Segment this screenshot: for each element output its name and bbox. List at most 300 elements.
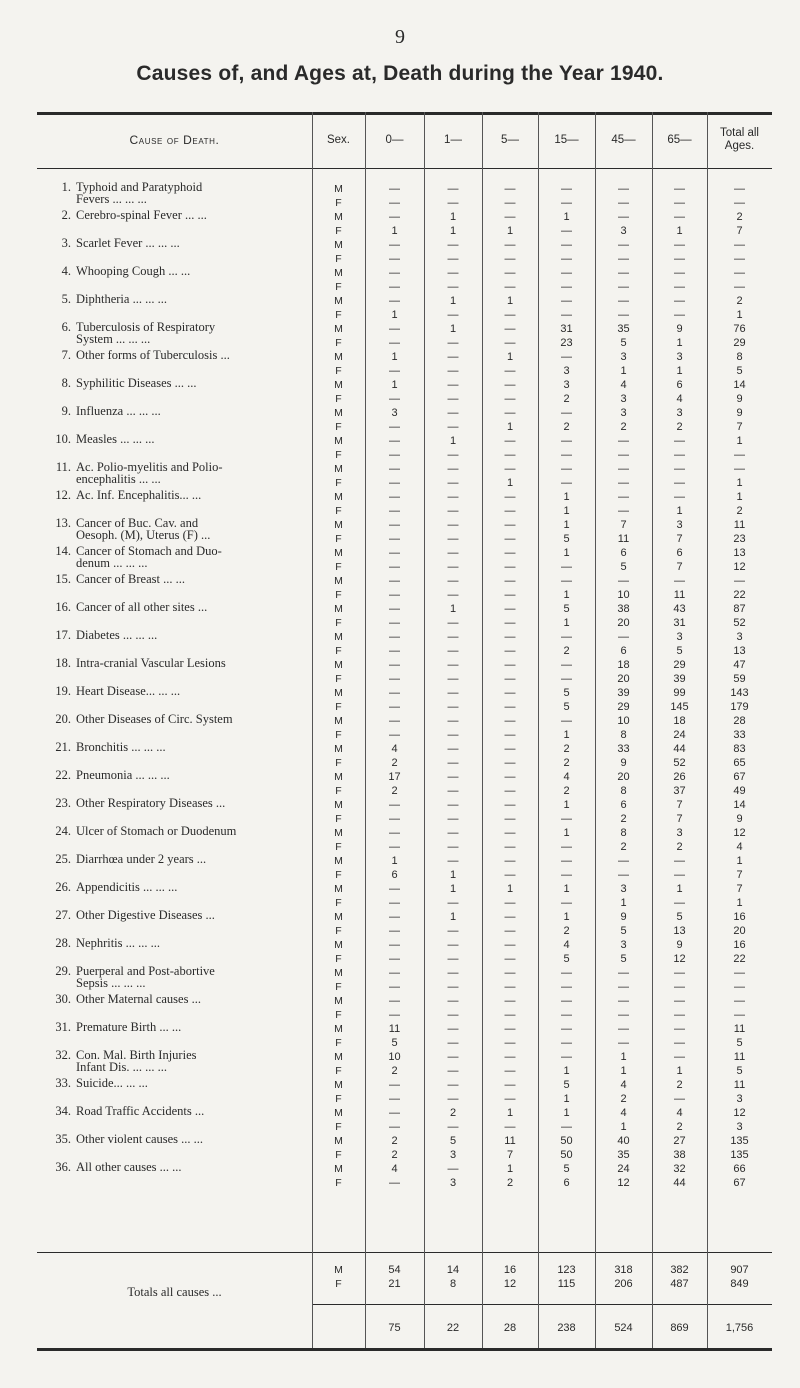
cause-text: Scarlet Fever ... ... ... xyxy=(76,236,180,250)
value-cell: 1 xyxy=(676,337,683,349)
value-cell: — xyxy=(389,953,400,965)
value-cell: — xyxy=(504,687,516,699)
sex-cell: F xyxy=(335,813,342,825)
value-cell: — xyxy=(389,449,400,461)
total-cell: 16 xyxy=(503,1264,517,1276)
cause-number: 25. xyxy=(55,852,71,866)
value-cell: 31 xyxy=(560,323,573,335)
value-cell: — xyxy=(389,435,400,447)
value-cell: — xyxy=(389,911,400,923)
value-cell: 5 xyxy=(676,645,683,657)
value-cell: — xyxy=(447,197,459,209)
value-cell: 3 xyxy=(449,1149,457,1161)
cause-label xyxy=(49,853,304,865)
value-cell: — xyxy=(674,477,685,489)
value-cell: 37 xyxy=(673,785,686,797)
cause-number: 11. xyxy=(55,460,71,474)
value-cell: 1 xyxy=(736,897,743,909)
value-cell: — xyxy=(674,491,685,503)
value-cell: — xyxy=(389,393,400,405)
value-cell: 12 xyxy=(617,1177,630,1189)
value-cell: 7 xyxy=(676,561,683,573)
column-header: 5— xyxy=(501,133,519,146)
value-cell: 23 xyxy=(733,533,746,545)
cause-label xyxy=(49,657,304,669)
sex-cell: M xyxy=(334,1079,343,1091)
value-cell: 143 xyxy=(730,687,749,699)
value-cell: 1 xyxy=(449,911,457,923)
value-cell: — xyxy=(447,253,459,265)
value-cell: 2 xyxy=(676,841,683,853)
value-cell: 1 xyxy=(391,309,398,321)
sex-cell: M xyxy=(334,435,343,447)
value-cell: — xyxy=(389,1009,400,1021)
total-cell: 907 xyxy=(730,1264,749,1276)
value-cell: — xyxy=(504,575,516,587)
value-cell: 3 xyxy=(676,407,683,419)
value-cell: 2 xyxy=(676,421,683,433)
cause-text: Tuberculosis of Respiratory xyxy=(76,320,216,334)
value-cell: 7 xyxy=(676,799,683,811)
value-cell: 17 xyxy=(388,771,401,783)
value-cell: — xyxy=(389,575,400,587)
value-cell: — xyxy=(389,421,400,433)
value-cell: 1 xyxy=(736,435,743,447)
value-cell: — xyxy=(447,561,459,573)
sex-cell: F xyxy=(335,561,342,573)
value-cell: 5 xyxy=(563,603,570,615)
value-cell: — xyxy=(389,323,400,335)
value-cell: 1 xyxy=(563,911,570,923)
value-cell: — xyxy=(504,435,516,447)
total-cell: 382 xyxy=(670,1264,689,1276)
value-cell: 2 xyxy=(391,757,398,769)
value-cell: — xyxy=(504,757,516,769)
value-cell: — xyxy=(447,953,459,965)
value-cell: — xyxy=(504,1121,516,1133)
total-cell: 54 xyxy=(388,1264,401,1276)
cause-label xyxy=(49,685,304,697)
value-cell: 1 xyxy=(506,477,514,489)
value-cell: 8 xyxy=(620,827,627,839)
sex-cell: F xyxy=(335,1065,342,1077)
sex-cell: F xyxy=(335,869,342,881)
sex-cell: M xyxy=(334,1107,343,1119)
value-cell: 1 xyxy=(449,225,457,237)
cause-text: encephalitis ... ... xyxy=(76,472,161,486)
value-cell: 83 xyxy=(733,743,746,755)
value-cell: — xyxy=(447,785,459,797)
value-cell: 1 xyxy=(506,351,514,363)
value-cell: — xyxy=(561,631,572,643)
value-cell: — xyxy=(734,183,745,195)
value-cell: 1 xyxy=(676,225,683,237)
value-cell: 2 xyxy=(620,813,627,825)
sex-cell: M xyxy=(334,295,343,307)
column-header: Total all Ages. xyxy=(720,127,759,152)
value-cell: — xyxy=(447,547,459,559)
value-cell: 7 xyxy=(676,533,683,545)
value-cell: 29 xyxy=(673,659,686,671)
value-cell: 27 xyxy=(673,1135,686,1147)
value-cell: 2 xyxy=(620,841,627,853)
cause-number: 31. xyxy=(55,1020,71,1034)
value-cell: 39 xyxy=(617,687,630,699)
sex-cell: F xyxy=(335,253,342,265)
value-cell: — xyxy=(561,477,572,489)
value-cell: 3 xyxy=(736,631,743,643)
value-cell: — xyxy=(447,617,459,629)
total-cell: 115 xyxy=(557,1278,576,1290)
cause-text: Cancer of Buc. Cav. and xyxy=(76,516,199,530)
value-cell: — xyxy=(389,645,400,657)
value-cell: — xyxy=(504,337,516,349)
value-cell: — xyxy=(389,939,400,951)
value-cell: 66 xyxy=(733,1163,746,1175)
cause-text: Diarrhœa under 2 years ... xyxy=(76,852,207,866)
cause-label xyxy=(49,293,304,305)
value-cell: — xyxy=(389,687,400,699)
value-cell: — xyxy=(504,491,516,503)
value-cell: — xyxy=(618,869,629,881)
cause-text: Con. Mal. Birth Injuries xyxy=(76,1048,197,1062)
value-cell: 5 xyxy=(620,337,627,349)
value-cell: — xyxy=(504,603,516,615)
sex-cell: M xyxy=(334,855,343,867)
sex-cell: M xyxy=(334,631,343,643)
value-cell: 11 xyxy=(733,1023,746,1035)
value-cell: 23 xyxy=(560,337,573,349)
value-cell: 16 xyxy=(733,911,746,923)
value-cell: — xyxy=(504,701,516,713)
value-cell: 20 xyxy=(617,771,630,783)
value-cell: 1 xyxy=(449,323,457,335)
value-cell: 1 xyxy=(563,1065,570,1077)
value-cell: 24 xyxy=(617,1163,630,1175)
value-cell: — xyxy=(447,1051,459,1063)
sex-cell: M xyxy=(334,883,343,895)
value-cell: 49 xyxy=(733,785,746,797)
cause-text: Premature Birth ... ... xyxy=(76,1020,182,1034)
total-cell: 28 xyxy=(503,1322,517,1334)
sex-cell: M xyxy=(334,379,343,391)
value-cell: — xyxy=(504,449,516,461)
totals-rule xyxy=(37,1252,772,1253)
value-cell: — xyxy=(561,981,572,993)
value-cell: 3 xyxy=(676,519,683,531)
value-cell: — xyxy=(389,673,400,685)
value-cell: 145 xyxy=(670,701,689,713)
value-cell: 135 xyxy=(730,1135,749,1147)
value-cell: — xyxy=(389,967,400,979)
value-cell: 5 xyxy=(620,925,627,937)
value-cell: — xyxy=(504,729,516,741)
value-cell: 1 xyxy=(736,491,743,503)
value-cell: — xyxy=(504,855,516,867)
value-cell: — xyxy=(389,603,400,615)
value-cell: — xyxy=(504,393,516,405)
value-cell: — xyxy=(389,1079,400,1091)
value-cell: 3 xyxy=(620,393,627,405)
value-cell: — xyxy=(389,701,400,713)
value-cell: 11 xyxy=(504,1135,516,1147)
cause-number: 14. xyxy=(55,544,71,558)
value-cell: 52 xyxy=(733,617,746,629)
value-cell: 26 xyxy=(673,771,686,783)
cause-text: Ac. Polio-myelitis and Polio- xyxy=(76,460,223,474)
value-cell: 9 xyxy=(620,911,627,923)
value-cell: 2 xyxy=(620,421,627,433)
value-cell: 1 xyxy=(506,295,514,307)
sex-cell: M xyxy=(334,211,343,223)
value-cell: — xyxy=(447,743,459,755)
value-cell: 31 xyxy=(673,617,686,629)
value-cell: 5 xyxy=(736,365,743,377)
value-cell: 20 xyxy=(617,617,630,629)
value-cell: — xyxy=(674,267,685,279)
value-cell: 2 xyxy=(449,1107,457,1119)
value-cell: — xyxy=(389,477,400,489)
value-cell: — xyxy=(674,1009,685,1021)
value-cell: — xyxy=(447,855,459,867)
value-cell: — xyxy=(504,463,516,475)
sex-cell: F xyxy=(335,617,342,629)
value-cell: 20 xyxy=(617,673,630,685)
value-cell: — xyxy=(618,435,629,447)
sex-cell: F xyxy=(335,1121,342,1133)
cause-number: 7. xyxy=(61,348,71,362)
value-cell: — xyxy=(389,1177,400,1189)
value-cell: 9 xyxy=(620,757,627,769)
value-cell: 1 xyxy=(563,547,570,559)
cause-number: 10. xyxy=(55,432,71,446)
value-cell: 3 xyxy=(676,351,683,363)
total-cell: 206 xyxy=(614,1278,633,1290)
value-cell: 5 xyxy=(391,1037,398,1049)
cause-label xyxy=(49,1077,304,1089)
value-cell: — xyxy=(447,729,459,741)
value-cell: 9 xyxy=(736,393,743,405)
value-cell: — xyxy=(389,841,400,853)
value-cell: 47 xyxy=(733,659,746,671)
total-cell: 238 xyxy=(557,1322,576,1334)
column-header: Cause of Death. xyxy=(129,132,220,147)
cause-text: Cancer of Stomach and Duo- xyxy=(76,544,222,558)
cause-label xyxy=(49,377,304,389)
value-cell: — xyxy=(447,771,459,783)
sex-cell: F xyxy=(335,981,342,993)
value-cell: 6 xyxy=(391,869,398,881)
value-cell: — xyxy=(504,841,516,853)
cause-label xyxy=(49,797,304,809)
value-cell: — xyxy=(504,309,516,321)
value-cell: 35 xyxy=(617,1149,630,1161)
value-cell: 6 xyxy=(676,379,683,391)
value-cell: 5 xyxy=(676,911,683,923)
value-cell: 20 xyxy=(733,925,746,937)
value-cell: — xyxy=(447,799,459,811)
value-cell: 87 xyxy=(733,603,746,615)
value-cell: 11 xyxy=(733,519,746,531)
value-cell: 1 xyxy=(449,295,457,307)
value-cell: — xyxy=(389,505,400,517)
value-cell: — xyxy=(561,281,572,293)
cause-number: 30. xyxy=(55,992,71,1006)
value-cell: 2 xyxy=(563,743,570,755)
cause-number: 15. xyxy=(55,572,71,586)
value-cell: — xyxy=(561,239,572,251)
value-cell: 2 xyxy=(736,211,743,223)
value-cell: 9 xyxy=(736,813,743,825)
value-cell: — xyxy=(561,435,572,447)
sex-cell: M xyxy=(334,1023,343,1035)
value-cell: — xyxy=(674,855,685,867)
value-cell: 2 xyxy=(506,1177,514,1189)
total-cell: 8 xyxy=(449,1278,457,1290)
value-cell: — xyxy=(618,995,629,1007)
sex-cell: M xyxy=(334,967,343,979)
value-cell: 1 xyxy=(563,589,570,601)
value-cell: — xyxy=(447,897,459,909)
sex-cell: M xyxy=(334,351,343,363)
sex-cell: F xyxy=(335,505,342,517)
value-cell: — xyxy=(389,659,400,671)
value-cell: 2 xyxy=(563,925,570,937)
value-cell: — xyxy=(618,197,629,209)
sex-cell: M xyxy=(334,939,343,951)
value-cell: — xyxy=(734,981,745,993)
value-cell: — xyxy=(674,183,685,195)
cause-text: Nephritis ... ... ... xyxy=(76,936,161,950)
value-cell: 38 xyxy=(673,1149,686,1161)
value-cell: — xyxy=(447,477,459,489)
value-cell: — xyxy=(389,267,400,279)
value-cell: — xyxy=(674,309,685,321)
value-cell: — xyxy=(389,995,400,1007)
value-cell: — xyxy=(734,197,745,209)
value-cell: 3 xyxy=(563,365,570,377)
value-cell: 4 xyxy=(563,771,570,783)
value-cell: 1 xyxy=(506,1107,514,1119)
value-cell: 2 xyxy=(676,1121,683,1133)
value-cell: — xyxy=(447,715,459,727)
sex-cell: F xyxy=(335,197,342,209)
value-cell: — xyxy=(504,799,516,811)
value-cell: 1 xyxy=(449,211,457,223)
value-cell: — xyxy=(561,659,572,671)
value-cell: 2 xyxy=(563,757,570,769)
value-cell: 179 xyxy=(730,701,749,713)
value-cell: — xyxy=(447,519,459,531)
cause-text: Cancer of Breast ... ... xyxy=(76,572,185,586)
value-cell: — xyxy=(618,631,629,643)
value-cell: — xyxy=(504,253,516,265)
total-cell: 1,756 xyxy=(725,1322,754,1334)
value-cell: — xyxy=(618,281,629,293)
value-cell: — xyxy=(447,449,459,461)
cause-label xyxy=(49,1161,304,1173)
value-cell: 40 xyxy=(617,1135,630,1147)
value-cell: 11 xyxy=(388,1023,401,1035)
value-cell: — xyxy=(447,505,459,517)
value-cell: 1 xyxy=(736,309,743,321)
value-cell: — xyxy=(734,267,745,279)
cause-label xyxy=(49,237,304,249)
column-header: 15— xyxy=(554,133,579,146)
sex-cell: F xyxy=(335,897,342,909)
value-cell: 13 xyxy=(733,547,746,559)
value-cell: — xyxy=(504,1051,516,1063)
cause-label xyxy=(49,333,304,345)
value-cell: 7 xyxy=(506,1149,514,1161)
value-cell: — xyxy=(504,1093,516,1105)
value-cell: — xyxy=(447,1037,459,1049)
cause-text: Pneumonia ... ... ... xyxy=(76,768,170,782)
value-cell: — xyxy=(561,449,572,461)
value-cell: — xyxy=(389,463,400,475)
value-cell: — xyxy=(389,981,400,993)
value-cell: 7 xyxy=(736,869,743,881)
value-cell: — xyxy=(504,267,516,279)
value-cell: — xyxy=(504,533,516,545)
cause-label xyxy=(49,741,304,753)
value-cell: 1 xyxy=(563,617,570,629)
cause-number: 17. xyxy=(55,628,71,642)
cause-text: Diabetes ... ... ... xyxy=(76,628,158,642)
value-cell: — xyxy=(618,1037,629,1049)
value-cell: 6 xyxy=(676,547,683,559)
value-cell: 33 xyxy=(733,729,746,741)
value-cell: — xyxy=(504,1079,516,1091)
value-cell: 1 xyxy=(563,883,570,895)
cause-text: Measles ... ... ... xyxy=(76,432,155,446)
cause-number: 9. xyxy=(61,404,71,418)
value-cell: — xyxy=(618,981,629,993)
column-header: 65— xyxy=(667,133,692,146)
sex-cell: F xyxy=(335,953,342,965)
cause-number: 21. xyxy=(55,740,71,754)
value-cell: — xyxy=(447,183,459,195)
value-cell: — xyxy=(561,561,572,573)
value-cell: 5 xyxy=(563,953,570,965)
value-cell: 24 xyxy=(673,729,686,741)
value-cell: — xyxy=(674,253,685,265)
sex-cell: M xyxy=(334,799,343,811)
value-cell: — xyxy=(618,505,629,517)
total-cell: 12 xyxy=(503,1278,517,1290)
value-cell: — xyxy=(561,1121,572,1133)
value-cell: — xyxy=(447,967,459,979)
cause-text: Other violent causes ... ... xyxy=(76,1132,204,1146)
value-cell: — xyxy=(447,491,459,503)
value-cell: — xyxy=(618,211,629,223)
value-cell: 3 xyxy=(620,883,627,895)
value-cell: 10 xyxy=(617,589,630,601)
value-cell: — xyxy=(734,449,745,461)
sex-cell: F xyxy=(335,701,342,713)
value-cell: 7 xyxy=(736,421,743,433)
value-cell: — xyxy=(734,463,745,475)
value-cell: 10 xyxy=(388,1051,401,1063)
value-cell: 1 xyxy=(620,897,627,909)
cause-number: 27. xyxy=(55,908,71,922)
value-cell: — xyxy=(504,813,516,825)
value-cell: — xyxy=(734,239,745,251)
value-cell: 32 xyxy=(673,1163,686,1175)
value-cell: — xyxy=(504,953,516,965)
sex-cell: F xyxy=(335,1037,342,1049)
header-rule xyxy=(37,168,772,169)
